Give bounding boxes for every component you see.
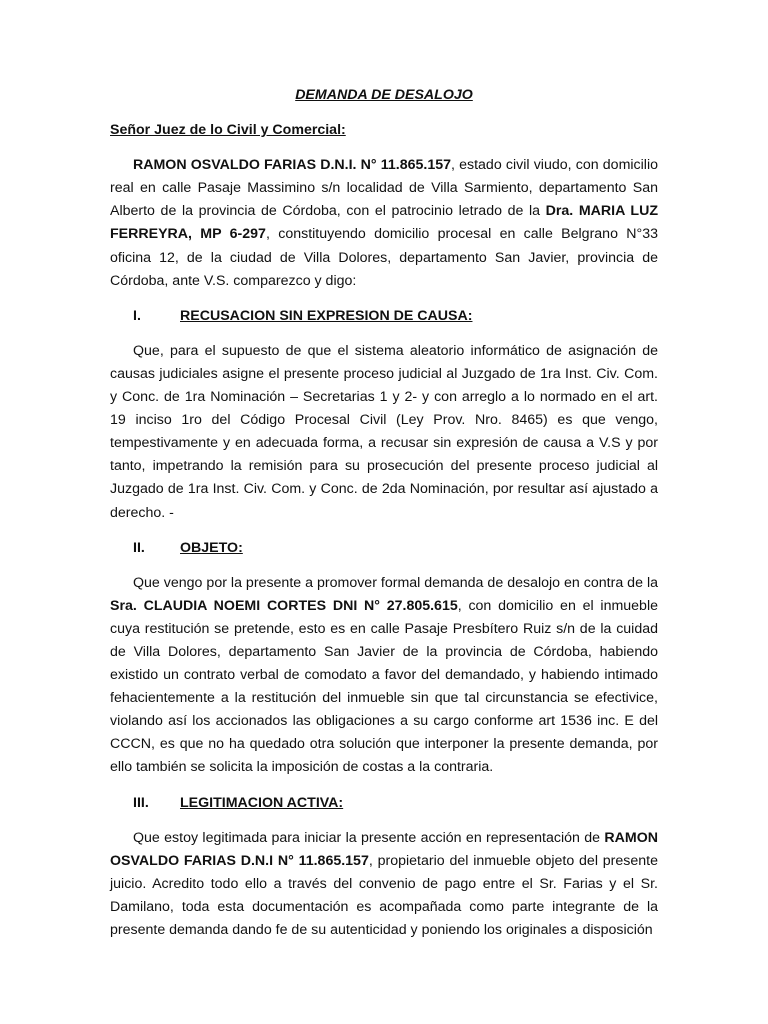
section-heading-2 xyxy=(110,537,658,560)
document-body xyxy=(110,84,658,954)
salutation: Señor Juez de lo Civil y Comercial: xyxy=(110,122,346,139)
plaintiff-name-2: RAMON OSVALDO FARIAS D.N.I N° 11.865.157 xyxy=(110,829,658,869)
section-heading-1 xyxy=(110,305,658,328)
section-2-paragraph xyxy=(110,572,658,780)
section-2-text-2: , con domicilio en el inmueble cuya restitución se pretende, esto es en calle Pasaje Presbítero Ruiz s/n de la cuidad de Villa Dolores, departamento San Javier de la provincia de Córdoba, habiendo existido un contrato verbal de comodato a favor del demandado, y habiendo intimado fehacientemente a la restitución del inmueble sin que tal circunstancia se efectivice, violando así los accionados las obligaciones a su cargo conforme art 1536 inc. E del CCCN, es que no ha quedado otra solución que interponer la presente demanda, por ello también se solicita la imposición de costas a la contraria. xyxy=(110,597,658,776)
section-2-text-1: Que vengo por la presente a promover formal demanda de desalojo en contra de la xyxy=(133,574,658,591)
section-title-2: OBJETO: xyxy=(180,539,243,556)
section-3-text-2: , propietario del inmueble objeto del presente juicio. Acredito todo ello a través del convenio de pago entre el Sr. Farias y el Sr. Damilano, toda esta documentación es acompañada como parte integrante de la presente demanda dando fe de su autenticidad y poniendo los originales a disposición xyxy=(110,852,659,938)
section-number-3: III. xyxy=(133,794,149,811)
plaintiff-name: RAMON OSVALDO FARIAS D.N.I. N° 11.865.157 xyxy=(133,157,451,174)
section-number-1: I. xyxy=(133,307,141,324)
intro-paragraph xyxy=(110,154,658,293)
defendant-name: Sra. CLAUDIA NOEMI CORTES DNI N° 27.805.615 xyxy=(110,597,458,614)
document-title: DEMANDA DE DESALOJO xyxy=(295,87,473,103)
intro-text-2: , constituyendo domicilio procesal en calle Belgrano N°33 oficina 12, de la ciudad de Villa Dolores, departamento San Javier, provincia de Córdoba, ante V.S. comparezco y digo: xyxy=(110,226,658,289)
intro-text-1: , estado civil viudo, con domicilio real en calle Pasaje Massimino s/n localidad de Villa Sarmiento, departamento San Alberto de la provincia de Córdoba, con el patrocinio letrado de la xyxy=(110,157,658,220)
section-number-2: II. xyxy=(133,539,145,556)
section-1-paragraph: Que, para el supuesto de que el sistema aleatorio informático de asignación de causas judiciales asigne el presente proceso judicial al Juzgado de 1ra Inst. Civ. Com. y Conc. de 1ra Nominación – Secretarias 1 y 2- y con arreglo a lo normado en el art. 19 inciso 1ro del Código Procesal Civil (Ley Prov. Nro. 8465) es que vengo, tempestivamente y en adecuada forma, a recusar sin expresión de causa a V.S y por tanto, impetrando la remisión para su prosecución del presente proceso judicial al Juzgado de 1ra Inst. Civ. Com. y Conc. de 2da Nominación, por resultar así ajustado a derecho. - xyxy=(110,342,658,521)
lawyer-name: Dra. MARIA LUZ FERREYRA, MP 6-297 xyxy=(110,203,658,243)
section-title-3: LEGITIMACION ACTIVA: xyxy=(180,794,344,811)
section-title-1: RECUSACION SIN EXPRESION DE CAUSA: xyxy=(180,307,473,324)
section-3-paragraph xyxy=(110,827,658,942)
section-heading-3 xyxy=(110,792,658,815)
section-3-text-1: Que estoy legitimada para iniciar la presente acción en representación de xyxy=(133,829,605,846)
